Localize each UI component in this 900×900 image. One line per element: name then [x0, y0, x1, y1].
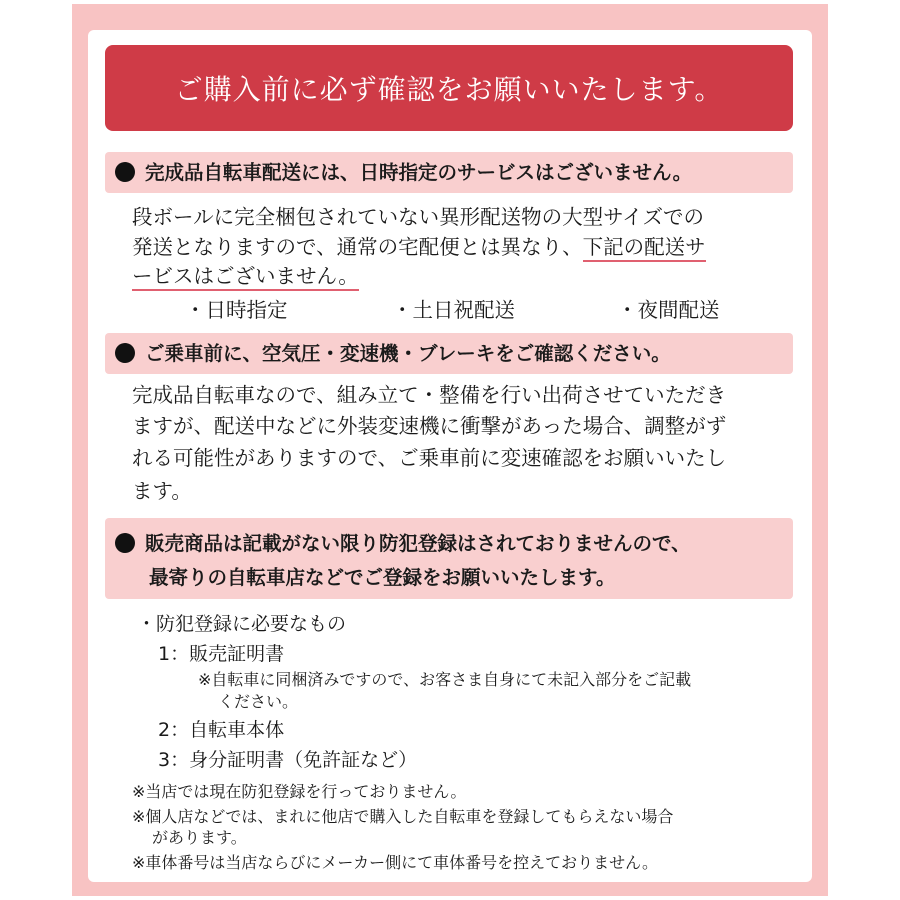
title-banner: ご購入前に必ず確認をお願いいたします。: [105, 45, 793, 131]
bullet-icon: [115, 533, 135, 553]
list-note: ください。: [218, 692, 299, 711]
list-note: ※自転車に同梱済みですので、お客さま自身にて未記入部分をご記載: [198, 670, 692, 689]
list-item: 1：販売証明書: [158, 643, 285, 665]
underlined-text: ービスはございません。: [132, 264, 359, 291]
section-header-text: 販売商品は記載がない限り防犯登録はされておりませんので、: [145, 532, 691, 555]
note: ※個人店などでは、まれに他店で購入した自転車を登録してもらえない場合: [132, 807, 674, 826]
body-line: 段ボールに完全梱包されていない異形配送物の大型サイズでの: [132, 205, 704, 229]
list-item: 2：自転車本体: [158, 719, 285, 741]
body-line: ますが、配送中などに外装変速機に衝撃があった場合、調整がず: [132, 414, 727, 438]
list-item: 3：身分証明書（免許証など）: [158, 749, 418, 771]
section-header-text: 完成品自転車配送には、日時指定のサービスはございません。: [145, 161, 693, 184]
section-header-delivery: [105, 152, 793, 193]
underlined-text: 下記の配送サ: [583, 235, 706, 262]
note: があります。: [152, 828, 247, 847]
body-line: れる可能性がありますので、ご乗車前に変速確認をお願いいたし: [132, 446, 727, 470]
text: 発送となりますので、通常の宅配便とは異なり、: [132, 235, 583, 259]
section-header-inspection: [105, 333, 793, 374]
body-line: [132, 259, 359, 289]
bullet-icon: [115, 343, 135, 363]
list-title: ・防犯登録に必要なもの: [137, 613, 347, 635]
section-header-text: 最寄りの自転車店などでご登録をお願いいたします。: [149, 566, 616, 589]
note: ※車体番号は当店ならびにメーカー側にて車体番号を控えておりません。: [132, 853, 659, 872]
service-item: ・日時指定: [185, 298, 288, 322]
section-header-registration: [105, 518, 793, 599]
service-item: ・土日祝配送: [392, 298, 515, 322]
body-line: 完成品自転車なので、組み立て・整備を行い出荷させていただき: [132, 383, 727, 407]
body-line: ます。: [132, 479, 192, 503]
body-line: [132, 230, 706, 260]
section-header-text: ご乗車前に、空気圧・変速機・ブレーキをご確認ください。: [145, 342, 671, 365]
service-item: ・夜間配送: [617, 298, 720, 322]
note: ※当店では現在防犯登録を行っておりません。: [132, 782, 467, 801]
bullet-icon: [115, 162, 135, 182]
